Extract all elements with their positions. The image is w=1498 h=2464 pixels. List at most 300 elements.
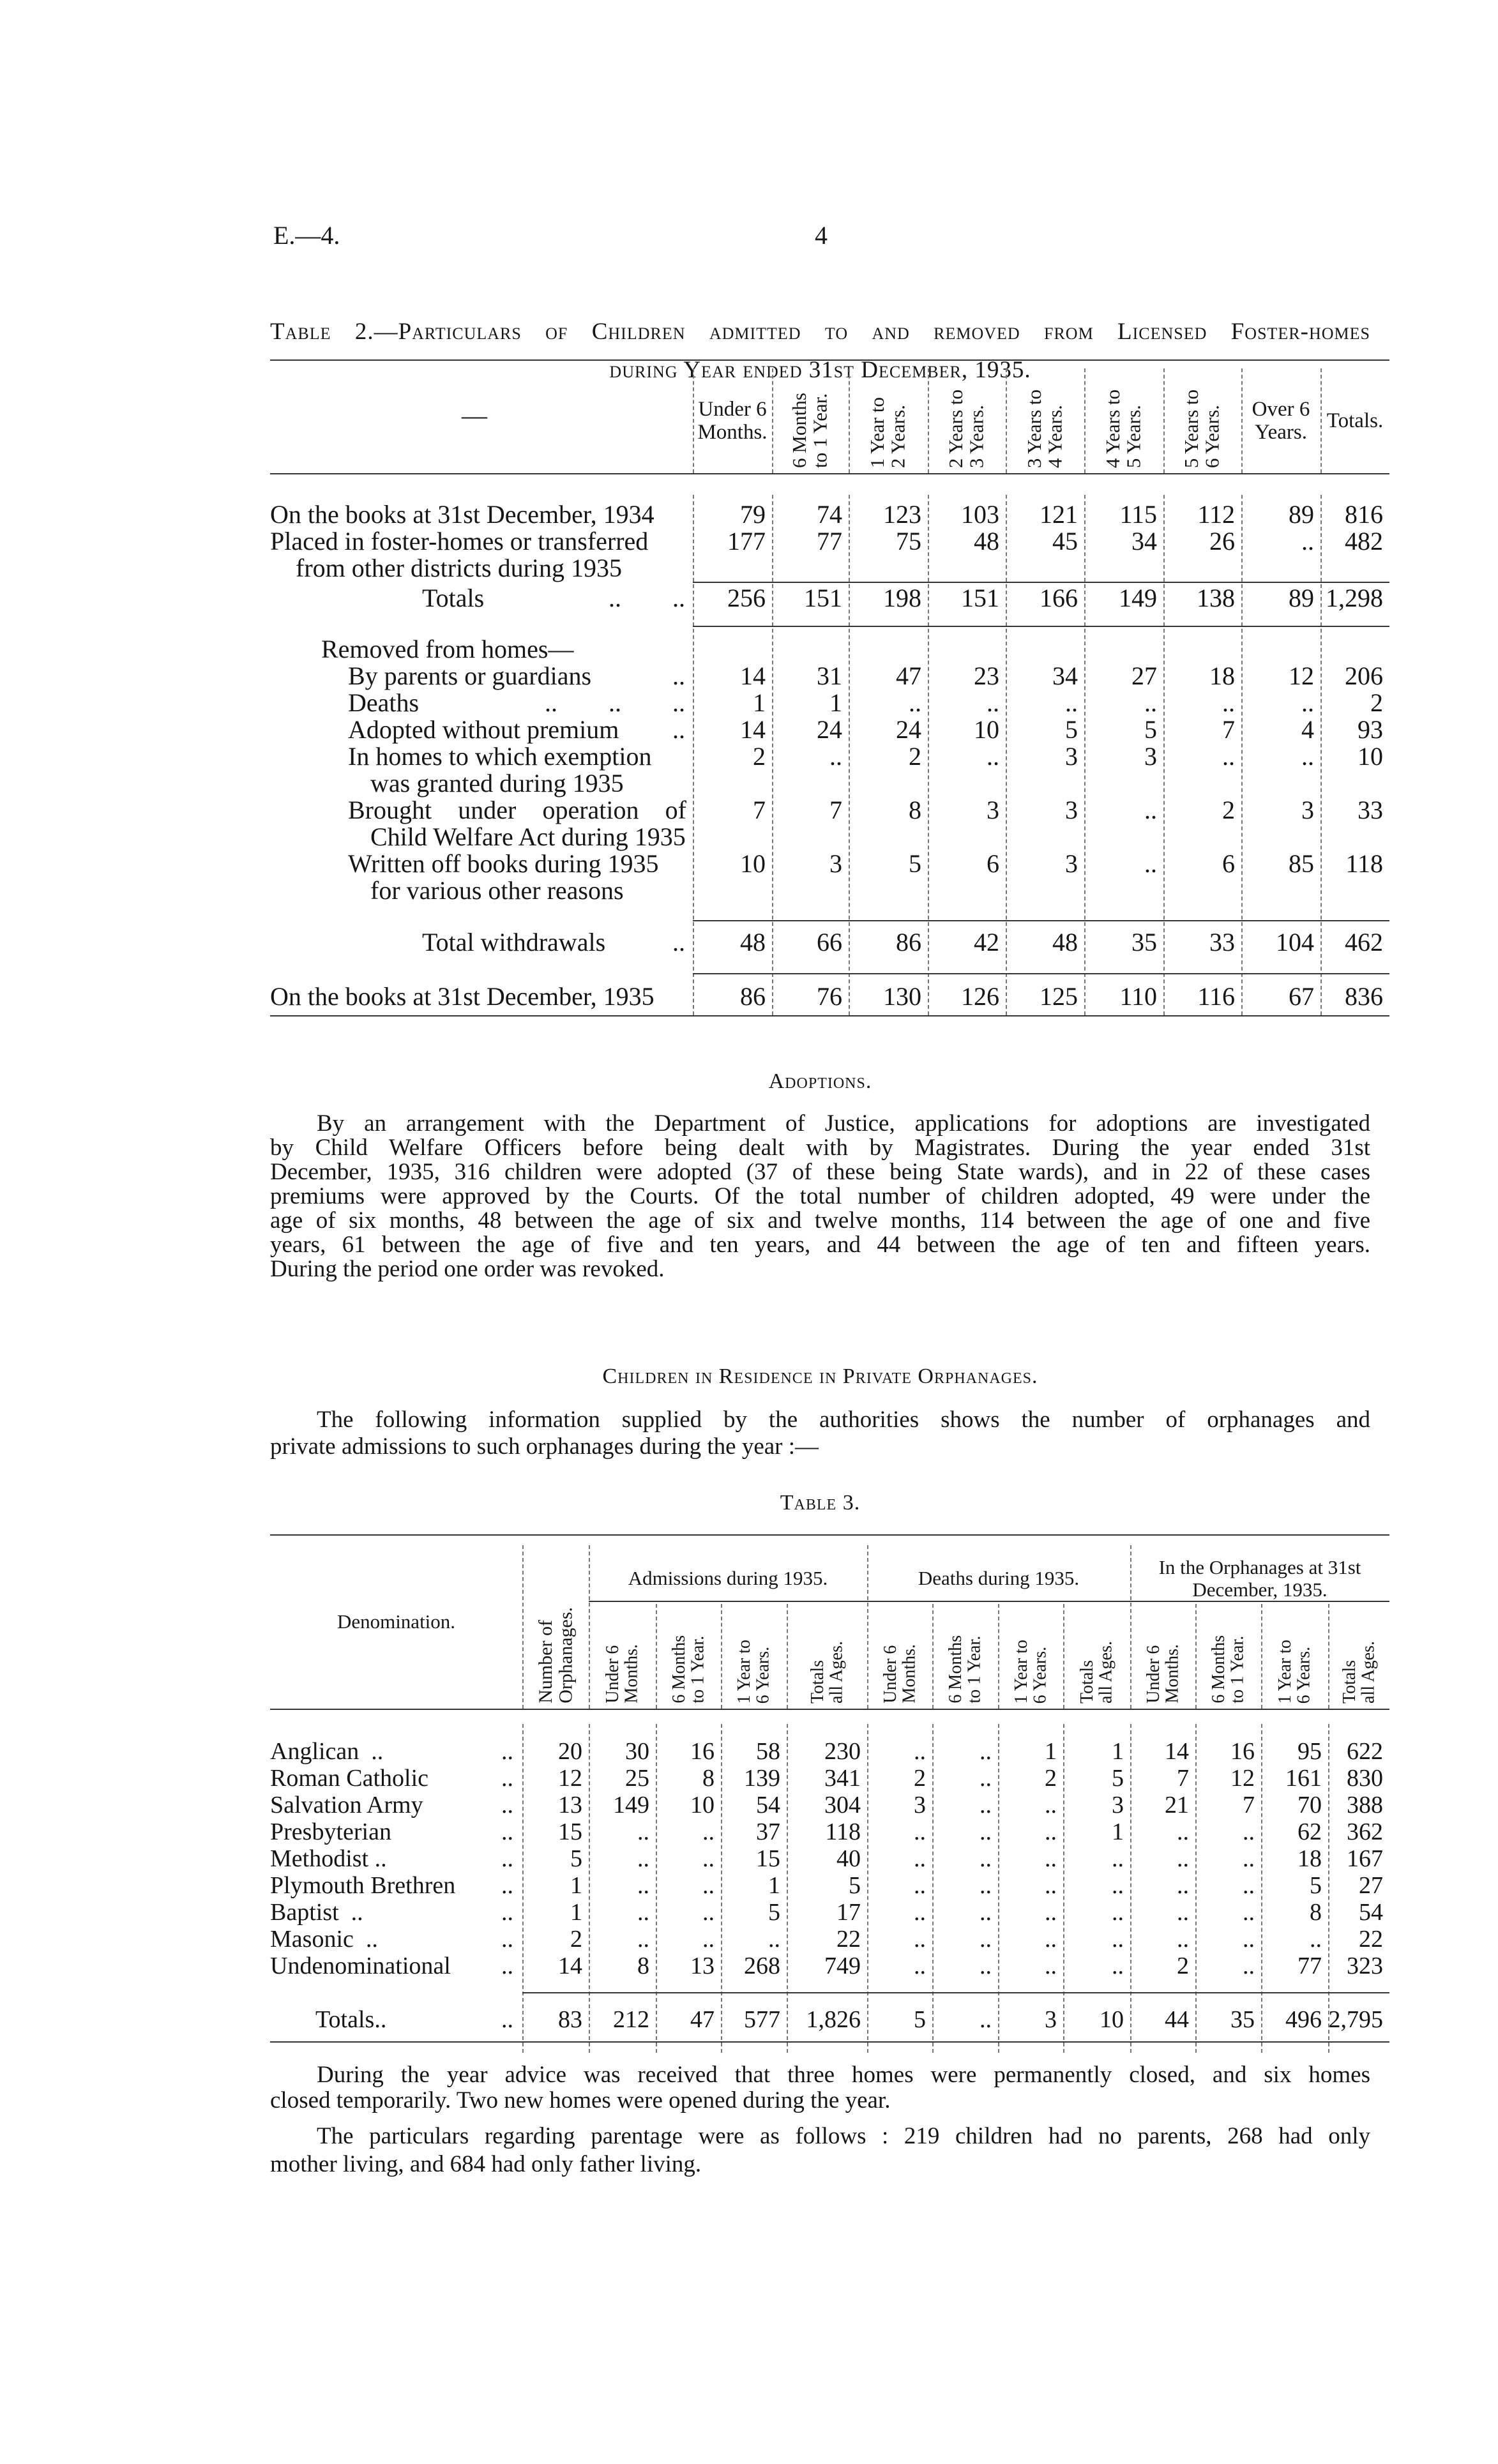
column-divider (589, 1545, 590, 1709)
table2-cell: 2 (1222, 796, 1235, 824)
table3-cell: .. (1243, 1953, 1255, 1979)
table2-cell: 116 (1197, 982, 1235, 1011)
table3-cell: 622 (1347, 1738, 1383, 1765)
header-line: Years. (1255, 421, 1307, 444)
header-line: Admissions during 1935. (628, 1567, 828, 1590)
table3-cell: 149 (613, 1792, 649, 1818)
table2-column-header-text (1181, 389, 1223, 468)
column-divider (1163, 368, 1165, 473)
orphanages-heading: Children in Residence in Private Orphanages. (602, 1364, 1038, 1388)
table2-cell: 130 (883, 982, 921, 1011)
table2-cell: 67 (1289, 982, 1314, 1011)
table3-cell: .. (637, 1926, 649, 1953)
table2-cell: 33 (1358, 796, 1383, 824)
header-line: 6 Months (946, 1635, 966, 1704)
table2-cell: 7 (1222, 715, 1235, 744)
table2-column-header-text (789, 393, 831, 468)
table3-header-rule (270, 1709, 1389, 1710)
table3-column-header-text (1012, 1640, 1050, 1704)
table2-cell: .. (1301, 527, 1314, 556)
header-line: 3 Years. (965, 404, 988, 468)
table2-cell: 462 (1345, 928, 1383, 956)
table2-cell: 48 (1052, 928, 1078, 956)
table2-cell: 18 (1209, 661, 1235, 690)
table2-cell: 121 (1040, 500, 1078, 529)
table2-cell: 177 (727, 527, 766, 556)
table3-cell: .. (980, 1845, 992, 1872)
table3-cell: 5 (570, 1845, 582, 1872)
header-line: Under 6 (698, 397, 767, 421)
table2-cell: 5 (909, 849, 921, 878)
table3-cell: 30 (625, 1738, 649, 1765)
table3-cell: .. (702, 1845, 715, 1872)
table3-cell: 62 (1298, 1818, 1322, 1845)
table3-cell: .. (1177, 1926, 1189, 1953)
table3-row-label: Plymouth Brethren (270, 1872, 456, 1899)
table2-cell: 151 (804, 584, 842, 612)
table2-row-label: Removed from homes— (321, 635, 574, 663)
table2-cell: 7 (753, 796, 766, 824)
table2-cell: 2 (753, 742, 766, 771)
table3-cell: 10 (1100, 2006, 1124, 2033)
table2-row-label: By parents or guardians (348, 661, 592, 690)
table2-title: Table 2.—Particulars of Children admitted to and removed from Licensed Foster-homes (270, 319, 1370, 345)
table3-cell: .. (1045, 1872, 1057, 1899)
table3-cell: 2,795 (1328, 2006, 1383, 2033)
table3-cell: 5 (1112, 1765, 1124, 1792)
table3-group-header (589, 1558, 867, 1599)
table2-row-leader: .. (672, 661, 685, 690)
table3-cell: .. (1177, 1899, 1189, 1926)
header-line: all Ages. (826, 1641, 846, 1704)
header-line: 6 Months (788, 393, 811, 468)
column-divider (928, 368, 929, 473)
table2-cell: 24 (817, 715, 842, 744)
table2-cell: 47 (896, 661, 921, 690)
paragraph-line: closed temporarily. Two new homes were opened during the year. (270, 2087, 891, 2113)
table3-cell: .. (914, 1899, 926, 1926)
column-divider (867, 1545, 868, 1709)
table3-column-header (1195, 1606, 1261, 1709)
table3-row-label: Methodist .. (270, 1845, 387, 1872)
header-line: Deaths during 1935. (918, 1567, 1080, 1590)
table2-cell: .. (829, 742, 842, 771)
table3-column-header-text (808, 1641, 846, 1704)
table3-cell: .. (1112, 1845, 1124, 1872)
table3-group-header (1130, 1558, 1389, 1599)
table3-row-leader: .. (501, 1953, 513, 1979)
header-line: 5 Years. (1123, 404, 1145, 468)
table3-cell: 35 (1230, 2006, 1255, 2033)
header-line: Under 6 (880, 1645, 900, 1704)
table2-cell: 3 (829, 849, 842, 878)
table3-row-label: Roman Catholic (270, 1765, 429, 1792)
table2-cell: 35 (1131, 928, 1157, 956)
column-divider (772, 368, 773, 473)
table3-cell: 70 (1298, 1792, 1322, 1818)
table3-cell: 16 (690, 1738, 715, 1765)
table3-group-header (867, 1558, 1130, 1599)
table3-column-header-text (603, 1644, 641, 1704)
table3-cell: .. (914, 1926, 926, 1953)
table2-column-header (928, 368, 1006, 473)
table3-row-leader: .. (501, 1792, 513, 1818)
column-divider (1195, 1604, 1197, 1709)
table3-cell: .. (768, 1926, 780, 1953)
table3-row-leader: .. (501, 1845, 513, 1872)
table2-column-header (849, 368, 928, 473)
table3-cell: .. (980, 1953, 992, 1979)
table3-cell: 20 (558, 1738, 582, 1765)
paragraph-line: By an arrangement with the Department of Justice, applications for adoptions are investigated (317, 1110, 1370, 1137)
table2-cell: .. (909, 688, 921, 717)
table3-bottom-rule (270, 2041, 1389, 2043)
table3-cell: .. (980, 1818, 992, 1845)
table2-cell: 104 (1276, 928, 1314, 956)
table3-cell: 304 (824, 1792, 861, 1818)
table3-column-header-text (1209, 1635, 1247, 1704)
table3-cell: 323 (1347, 1953, 1383, 1979)
table2-row-leader: .. .. (609, 584, 685, 612)
table3-cell: 5 (1310, 1872, 1322, 1899)
table3-cell: .. (1243, 1872, 1255, 1899)
table2-cell: .. (1301, 688, 1314, 717)
table3-cell: .. (637, 1899, 649, 1926)
table3-cell: .. (1177, 1818, 1189, 1845)
table2-cell: 1,298 (1326, 584, 1383, 612)
table3-cell: .. (637, 1818, 649, 1845)
table2-cell: 118 (1345, 849, 1383, 878)
table2-cell: 836 (1345, 982, 1383, 1011)
table3-cell: .. (914, 1953, 926, 1979)
table2-cell: 74 (817, 500, 842, 529)
paragraph-line: premiums were approved by the Courts. Of the total number of children adopted, 49 were under the (270, 1183, 1370, 1209)
table3-cell: .. (1177, 1872, 1189, 1899)
table3-cell: 3 (1112, 1792, 1124, 1818)
table2-top-rule (270, 359, 1389, 361)
table2-cell: 85 (1289, 849, 1314, 878)
column-divider (693, 368, 694, 473)
header-line: all Ages. (1358, 1641, 1378, 1704)
table2-cell: 816 (1345, 500, 1383, 529)
table3-column-header-text (946, 1635, 984, 1704)
table2-row-label: Adopted without premium (348, 715, 619, 744)
table2-column-header-text (1103, 389, 1144, 468)
table2-cell: 23 (974, 661, 999, 690)
table3-cell: .. (702, 1926, 715, 1953)
table3-cell: .. (1045, 1899, 1057, 1926)
header-line: Totals. (1326, 409, 1384, 432)
table2-cell: .. (1222, 688, 1235, 717)
table3-column-header (1063, 1606, 1130, 1709)
column-divider (1320, 368, 1322, 473)
table2-header-rule (270, 473, 1389, 474)
table2-cell: 6 (987, 849, 999, 878)
table3-cell: .. (1112, 1872, 1124, 1899)
table3-cell: 1 (1045, 1738, 1057, 1765)
table2-cell: 103 (961, 500, 999, 529)
header-line: 3 Years to (1022, 389, 1045, 468)
table3-cell: 40 (836, 1845, 861, 1872)
column-divider (656, 1604, 657, 1709)
table3-column-header (998, 1606, 1063, 1709)
table3-column-header (1261, 1606, 1328, 1709)
table3-column-header (589, 1606, 656, 1709)
table3-cell: .. (980, 1872, 992, 1899)
table2-row-leader: .. .. .. (545, 688, 685, 717)
paragraph-line: The following information supplied by the authorities shows the number of orphanages and (317, 1407, 1370, 1433)
table3-row-leader: .. (501, 1818, 513, 1845)
table2-cell: 110 (1119, 982, 1157, 1011)
table2-cell: 86 (740, 982, 766, 1011)
table3-row-label: Totals.. (315, 2006, 387, 2033)
table2-row-label: Child Welfare Act during 1935 (370, 822, 686, 851)
table3-column-header-text (670, 1635, 707, 1704)
header-line: 5 Years to (1180, 389, 1203, 468)
column-divider (787, 1604, 788, 1709)
column-divider (522, 1545, 524, 1709)
table3-top-rule (270, 1534, 1389, 1536)
paragraph-line: age of six months, 48 between the age of six and twelve months, 114 between the age of one and five (270, 1207, 1370, 1234)
header-line: to 1 Year. (688, 1636, 707, 1704)
table2-cell: 151 (961, 584, 999, 612)
table3-column-header (867, 1606, 932, 1709)
table2-column-header-text (946, 389, 987, 468)
table3-cell: 8 (1310, 1899, 1322, 1926)
table2-cell: 86 (896, 928, 921, 956)
header-line: Totals (1339, 1659, 1359, 1704)
table3-totals-rule (522, 1992, 1389, 1993)
header-line: to 1 Year. (964, 1636, 985, 1704)
table2-row-label: Totals (422, 584, 485, 612)
table3-cell: 44 (1165, 2006, 1189, 2033)
table2-column-header-text (867, 397, 909, 468)
table2-cell: 45 (1052, 527, 1078, 556)
table3-cell: .. (1243, 1818, 1255, 1845)
paragraph-line: December, 1935, 316 children were adopted (37 of these being State wards), and in 22 of these cases (270, 1159, 1370, 1185)
table3-cell: 577 (744, 2006, 780, 2033)
header-line: 6 Years. (1294, 1646, 1314, 1704)
table3-cell: 18 (1298, 1845, 1322, 1872)
table3-cell: 496 (1285, 2006, 1322, 2033)
table2-cell: 206 (1345, 661, 1383, 690)
header-line: In the Orphanages at 31st (1158, 1556, 1361, 1579)
table2-row-leader: .. (672, 715, 685, 744)
table3-cell: 5 (768, 1899, 780, 1926)
table3-cell: 8 (637, 1953, 649, 1979)
header-line: Under 6 (603, 1645, 623, 1704)
table3-cell: 362 (1347, 1818, 1383, 1845)
header-line: Totals (807, 1659, 828, 1704)
header-line: Months. (621, 1644, 642, 1704)
table3-cell: .. (1045, 1818, 1057, 1845)
table2-column-header-text (1024, 389, 1066, 468)
table3-row-label: Baptist .. (270, 1899, 363, 1926)
table2-cell: .. (1144, 796, 1157, 824)
header-line: Under 6 (1143, 1645, 1163, 1704)
table3-cell: 5 (849, 1872, 861, 1899)
table3-cell: 22 (836, 1926, 861, 1953)
table2-cell: .. (1065, 688, 1078, 717)
table3-cell: 2 (1177, 1953, 1189, 1979)
table3-column-header-text (1144, 1644, 1182, 1704)
table2-cell: 123 (883, 500, 921, 529)
table3-cell: .. (1177, 1845, 1189, 1872)
table3-cell: 2 (1045, 1765, 1057, 1792)
table3-row-leader: .. (501, 1926, 513, 1953)
table3-column-header-text (1340, 1641, 1378, 1704)
table3-row-label: Anglican .. (270, 1738, 384, 1765)
table3-cell: 2 (570, 1926, 582, 1953)
table2-cell: 115 (1119, 500, 1157, 529)
table2-row-label: Deaths (348, 688, 420, 717)
header-line: 4 Years to (1101, 389, 1124, 468)
table2-cell: 7 (829, 796, 842, 824)
table2-subtotal-rule (693, 582, 1389, 583)
table3-cell: 77 (1298, 1953, 1322, 1979)
table2-cell: 33 (1209, 928, 1235, 956)
table2-row-label: On the books at 31st December, 1935 (270, 982, 654, 1011)
table3-cell: 341 (824, 1765, 861, 1792)
column-divider (1328, 1604, 1329, 1709)
table2-bottom-rule (270, 1015, 1389, 1017)
table3-cell: .. (914, 1872, 926, 1899)
table2-cell: 4 (1301, 715, 1314, 744)
table3-cell: 13 (558, 1792, 582, 1818)
page-number: 4 (815, 221, 828, 250)
header-line: all Ages. (1096, 1641, 1116, 1704)
paragraph-line: During the period one order was revoked. (270, 1256, 665, 1282)
header-line: 6 Years. (1201, 404, 1223, 468)
table3-cell: .. (914, 1818, 926, 1845)
table3-column-header (656, 1606, 721, 1709)
paragraph-line: years, 61 between the age of five and ten years, and 44 between the age of ten and fifteen years. (270, 1232, 1370, 1258)
column-divider (1084, 368, 1086, 473)
table2-cell: 256 (727, 584, 766, 612)
table3-cell: 1 (768, 1872, 780, 1899)
column-divider (998, 1604, 999, 1709)
table3-cell: .. (980, 1765, 992, 1792)
table3-cell: 139 (744, 1765, 780, 1792)
table3-cell: 7 (1177, 1765, 1189, 1792)
table2-column-header (1163, 368, 1241, 473)
table2-cell: 12 (1289, 661, 1314, 690)
column-divider (932, 1604, 934, 1709)
table2-cell: .. (1301, 742, 1314, 771)
header-line: 6 Months (669, 1635, 689, 1704)
table2-cell: 149 (1119, 584, 1157, 612)
paragraph-line: by Child Welfare Officers before being dealt with by Magistrates. During the year ended 31st (270, 1135, 1370, 1161)
table2-cell: 34 (1131, 527, 1157, 556)
paragraph-line: mother living, and 684 had only father living. (270, 2151, 702, 2177)
table3-cell: 212 (613, 2006, 649, 2033)
table2-cell: .. (1144, 849, 1157, 878)
table2-cell: 77 (817, 527, 842, 556)
table3-cell: 54 (756, 1792, 780, 1818)
table3-cell: 3 (914, 1792, 926, 1818)
header-line: Months. (697, 421, 768, 444)
table3-cell: .. (980, 1899, 992, 1926)
table3-cell: 1 (1112, 1738, 1124, 1765)
table2-cell: 3 (1065, 796, 1078, 824)
header-line: Totals (1077, 1659, 1098, 1704)
table3-cell: 7 (1243, 1792, 1255, 1818)
table2-column-header (772, 368, 849, 473)
table3-cell: 230 (824, 1738, 861, 1765)
table3-cell: .. (914, 1738, 926, 1765)
header-line: 4 Years. (1043, 404, 1066, 468)
table2-cell: 89 (1289, 584, 1314, 612)
table2-row-label: for various other reasons (370, 876, 624, 905)
header-line: 6 Years. (1030, 1646, 1050, 1704)
table2-cell: 42 (974, 928, 999, 956)
table3-cell: .. (1243, 1845, 1255, 1872)
table3-cell: 95 (1298, 1738, 1322, 1765)
table3-cell: .. (1045, 1845, 1057, 1872)
table2-subtotal-rule (693, 973, 1389, 974)
table3-column-header (787, 1606, 867, 1709)
table2-row-label: Placed in foster-homes or transferred (270, 527, 649, 556)
table2-cell: 166 (1040, 584, 1078, 612)
table2-cell: 6 (1222, 849, 1235, 878)
table3-cell: 54 (1359, 1899, 1383, 1926)
table2-cell: 2 (1370, 688, 1383, 717)
table2-cell: 66 (817, 928, 842, 956)
paragraph-line: private admissions to such orphanages during the year :— (270, 1433, 819, 1460)
table3-cell: 14 (558, 1953, 582, 1979)
table3-column-header (1328, 1606, 1389, 1709)
table2-cell: 48 (740, 928, 766, 956)
table3-cell: .. (1045, 1792, 1057, 1818)
table2-cell: 48 (974, 527, 999, 556)
table3-cell: .. (980, 1926, 992, 1953)
header-line: 2 Years to (944, 389, 967, 468)
table2-cell: 10 (974, 715, 999, 744)
table3-cell: .. (980, 1738, 992, 1765)
table2-cell: .. (1144, 688, 1157, 717)
table3-cell: 1 (570, 1899, 582, 1926)
table3-cell: .. (1045, 1953, 1057, 1979)
table2-row-label: In homes to which exemption (348, 742, 652, 771)
table3-row-leader: .. (501, 1872, 513, 1899)
table3-cell: 47 (690, 2006, 715, 2033)
table3-row-leader: .. (501, 2006, 513, 2033)
table2-cell: 8 (909, 796, 921, 824)
table3-cell: .. (1112, 1926, 1124, 1953)
header-line: Number of (534, 1620, 556, 1704)
table2-row-label: Written off books during 1935 (348, 849, 659, 878)
table3-cell: 16 (1230, 1738, 1255, 1765)
table3-cell: 118 (825, 1818, 861, 1845)
paragraph-line: The particulars regarding parentage were as follows : 219 children had no parents, 268 had only (317, 2123, 1370, 2149)
table3-cell: 14 (1165, 1738, 1189, 1765)
table2-cell: .. (987, 688, 999, 717)
table2-cell: 27 (1131, 661, 1157, 690)
table3-cell: 12 (558, 1765, 582, 1792)
table3-cell: 25 (625, 1765, 649, 1792)
table3-column-header (1130, 1606, 1195, 1709)
table3-denomination-header: Denomination. (337, 1610, 456, 1633)
table2-cell: .. (1222, 742, 1235, 771)
table3-cell: 21 (1165, 1792, 1189, 1818)
header-line: December, 1935. (1192, 1578, 1328, 1601)
table2-cell: 138 (1197, 584, 1235, 612)
table3-cell: 17 (836, 1899, 861, 1926)
table2-cell: 31 (817, 661, 842, 690)
header-line: 6 Years. (753, 1646, 773, 1704)
table3-column-header-text (1078, 1641, 1116, 1704)
table2-cell: 1 (753, 688, 766, 717)
